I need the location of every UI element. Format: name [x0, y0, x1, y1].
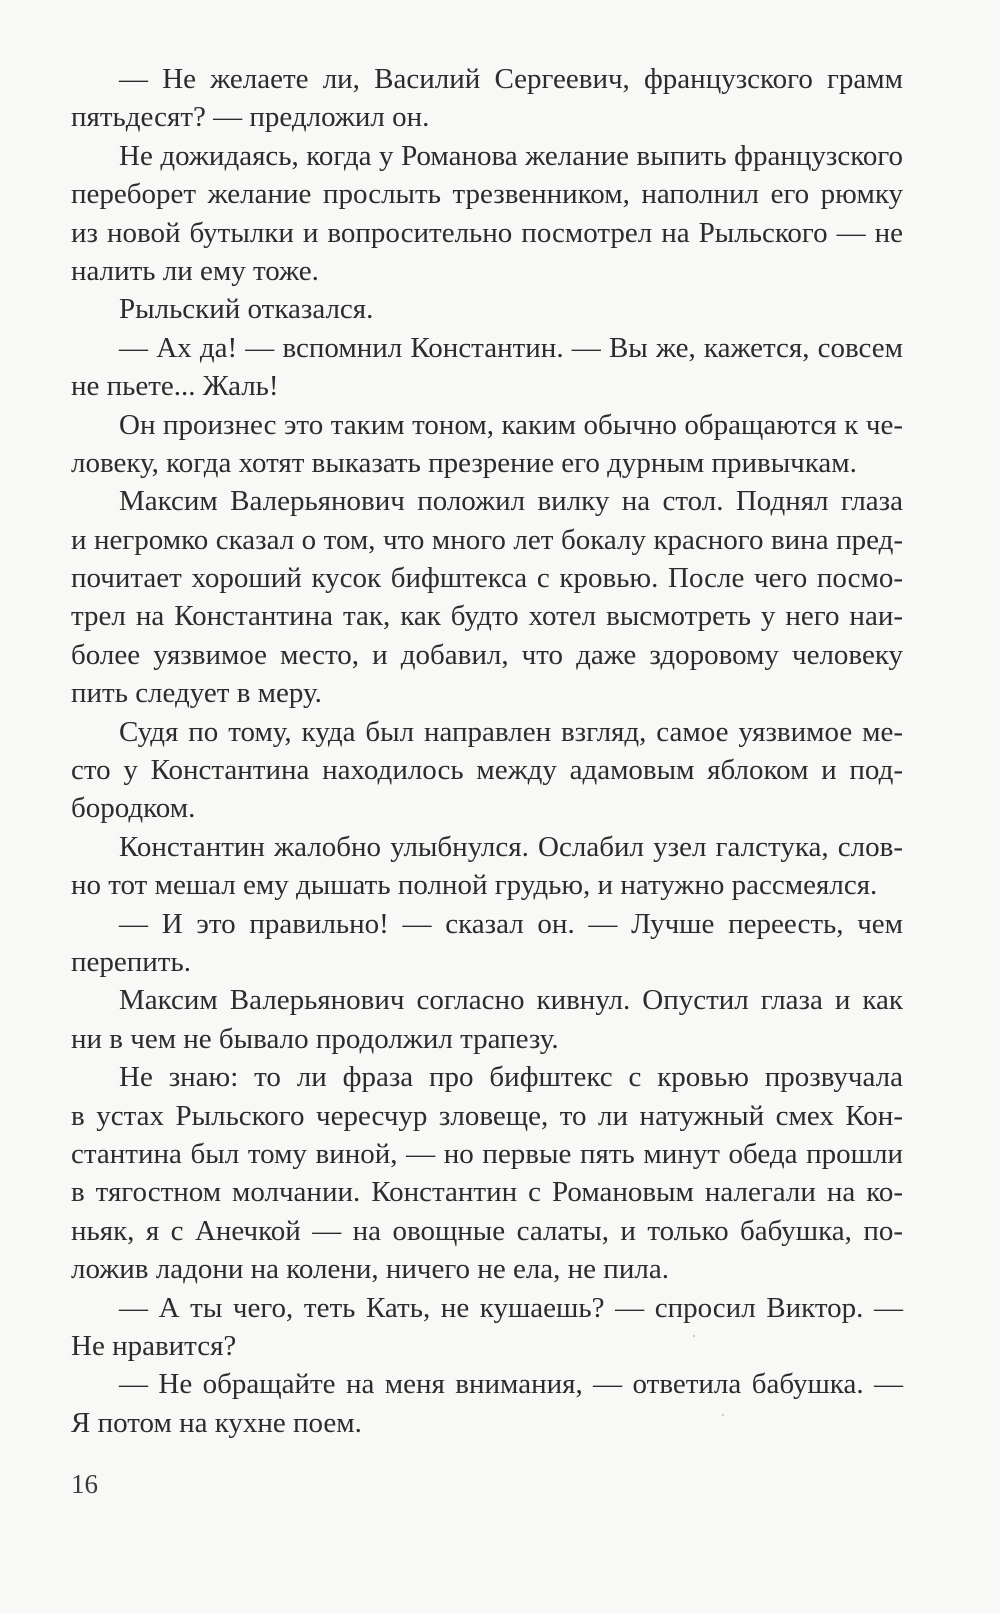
text-line: почитает хороший кусок бифштекса с кровью. После чего посмо-: [71, 562, 903, 595]
paragraph: [71, 406, 903, 483]
text-line: Не дожидаясь, когда у Романова желание выпить французского: [119, 139, 903, 172]
text-line: ньяк, я с Анечкой — на овощные салаты, и только бабушка, по-: [71, 1214, 903, 1247]
text-line: из новой бутылки и вопросительно посмотрел на Рыльского — не: [71, 216, 903, 249]
paragraph: [71, 713, 903, 828]
body-text: [71, 60, 903, 1442]
text-line: пятьдесят? — предложил он.: [71, 101, 430, 134]
text-line: — Ах да! — вспомнил Константин. — Вы же, кажется, совсем: [119, 331, 903, 364]
text-line: Не знаю: то ли фраза про бифштекс с кровью прозвучала: [119, 1061, 903, 1094]
text-line: Он произнес это таким тоном, каким обычно обращаются к че-: [119, 408, 903, 441]
paragraph: [71, 981, 903, 1058]
text-line: стантина был тому виной, — но первые пять минут обеда прошли: [71, 1137, 903, 1170]
text-line: в тягостном молчании. Константин с Романовым налегали на ко-: [71, 1176, 903, 1209]
text-line: и негромко сказал о том, что много лет бокалу красного вина пред-: [71, 523, 903, 556]
text-line: — И это правильно! — сказал он. — Лучше переесть, чем: [119, 907, 903, 940]
paragraph: [71, 905, 903, 982]
text-line: Я потом на кухне поем.: [71, 1406, 362, 1439]
page-number: 16: [71, 1469, 98, 1499]
paragraph: [71, 1289, 903, 1366]
paragraph: [71, 482, 903, 712]
paragraph: [71, 290, 903, 328]
text-line: Константин жалобно улыбнулся. Ослабил узел галстука, слов-: [119, 830, 903, 863]
text-line: но тот мешал ему дышать полной грудью, и натужно рассмеялся.: [71, 869, 878, 902]
text-line: трел на Константина так, как будто хотел высмотреть у него наи-: [71, 600, 903, 633]
text-line: Рыльский отказался.: [119, 293, 374, 326]
text-line: более уязвимое место, и добавил, что даже здоровому человеку: [71, 638, 903, 671]
text-line: бородком.: [71, 792, 196, 825]
text-line: Не нравится?: [71, 1329, 237, 1362]
text-line: перепить.: [71, 945, 191, 978]
text-line: в устах Рыльского чересчур зловеще, то ли натужный смех Кон-: [71, 1099, 903, 1132]
text-line: пить следует в меру.: [71, 677, 322, 710]
text-line: — Не желаете ли, Василий Сергеевич, французского грамм: [119, 63, 903, 95]
text-line: — Не обращайте на меня внимания, — ответила бабушка. —: [119, 1368, 903, 1401]
paragraph: [71, 1058, 903, 1288]
paragraph: [71, 137, 903, 291]
scan-speck: [693, 1335, 695, 1337]
text-line: Максим Валерьянович согласно кивнул. Опустил глаза и как: [119, 984, 903, 1017]
paragraph: [71, 60, 903, 137]
text-line: не пьете... Жаль!: [71, 370, 279, 403]
text-line: — А ты чего, теть Кать, не кушаешь? — спросил Виктор. —: [119, 1291, 903, 1324]
paragraph: [71, 828, 903, 905]
text-line: Максим Валерьянович положил вилку на стол. Поднял глаза: [119, 485, 903, 518]
paragraph: [71, 1365, 903, 1442]
text-line: ни в чем не бывало продолжил трапезу.: [71, 1022, 559, 1055]
text-line: переборет желание прослыть трезвенником, наполнил его рюмку: [71, 178, 903, 211]
scan-speck: [722, 1414, 724, 1416]
text-line: Судя по тому, куда был направлен взгляд, самое уязвимое ме-: [119, 715, 903, 748]
text-line: ловеку, когда хотят выказать презрение его дурным привычкам.: [71, 446, 857, 479]
paragraph: [71, 329, 903, 406]
text-line: сто у Константина находилось между адамовым яблоком и под-: [71, 754, 903, 787]
text-line: ложив ладони на колени, ничего не ела, не пила.: [71, 1253, 669, 1286]
text-line: налить ли ему тоже.: [71, 254, 319, 287]
